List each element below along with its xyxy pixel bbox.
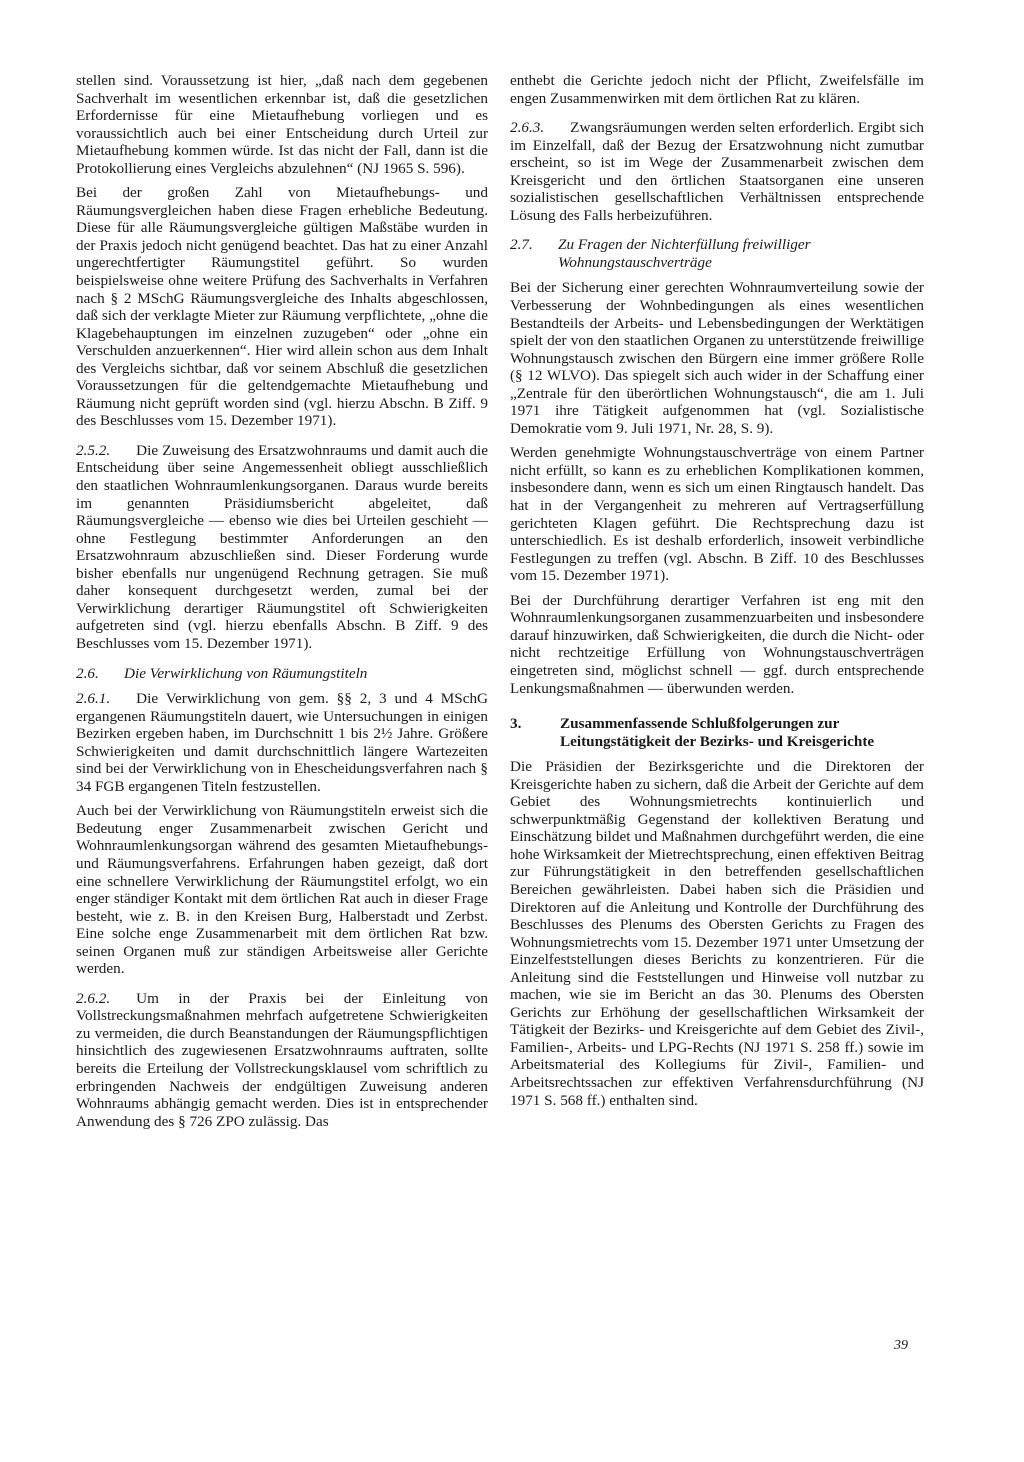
section-number: 3. — [510, 715, 522, 733]
paragraph-2-6-3 — [510, 119, 924, 224]
section-title: Zusammenfassende Schlußfolgerungen zur Leitungstätigkeit der Bezirks- und Kreisgerichte — [560, 715, 875, 750]
section-number: 2.6.3. — [510, 119, 545, 137]
paragraph: Bei der Durchführung derartiger Verfahren ist eng mit den Wohnraumlenkungsorganen zusammenzuarbeiten und insbesondere darauf hinzuwirken, daß Schwierigkeiten, die durch die Nicht- oder nicht rechtzeitige Erfüllung von Wohnungstauschverträgen eingetreten sind, möglichst schnell — ggf. durch entsprechende Lenkungsmaßnahmen — überwunden werden. — [510, 591, 924, 697]
paragraph-2-5-2 — [76, 442, 488, 653]
paragraph-text: Die Zuweisung des Ersatzwohnraums und damit auch die Entscheidung über seine Angemessenheit obliegt ausschließlich den staatlichen Wohnraumlenkungsorganen. Daraus wurde bereits im genannten Präsidiumsbericht abgeleitet, daß Räumungsvergleiche — ebenso wie dies bei Urteilen geschieht — ohne Festlegung bestimmter Anforderungen an den Ersatzwohnraum abzuschließen sind. Dieser Forderung wurde bisher ebenfalls nur ungenügend Rechnung getragen. Sie muß daher konsequent durchgesetzt werden, zumal bei der Verwirklichung derartiger Räumungstitel oft Schwierigkeiten aufgetreten sind (vgl. hierzu ebenfalls Abschn. B Ziff. 9 des Beschlusses vom 15. Dezember 1971). — [76, 441, 488, 652]
paragraph: Werden genehmigte Wohnungstauschverträge von einem Partner nicht erfüllt, so kann es zu erheblichen Komplikationen kommen, insbesondere dann, wenn es sich um einen Ringtausch handelt. Das hat in der Vergangenheit zu mehreren auf Vertragserfüllung gerichteten Klagen geführt. Die Rechtsprechung dazu ist unterschiedlich. Es ist deshalb erforderlich, insoweit verbindliche Festlegungen zu treffen (vgl. Abschn. B Ziff. 10 des Beschlusses vom 15. Dezember 1971). — [510, 444, 924, 585]
paragraph: Auch bei der Verwirklichung von Räumungstiteln erweist sich die Bedeutung enger Zusammenarbeit zwischen Gericht und Wohnraumlenkungsorgan während des gesamten Mietaufhebungs- und Räumungsverfahrens. Erfahrungen haben gezeigt, daß dort eine schnellere Verwirklichung der Räumungstitel erfolgt, wo ein enger ständiger Kontakt mit dem örtlichen Rat auch in dieser Frage besteht, wie z. B. in den Kreisen Burg, Halberstadt und Zerbst. Eine solche enge Zusammenarbeit mit dem örtlichen Rat bzw. seinen Organen muß zur ständigen Arbeitsweise aller Gerichte werden. — [76, 802, 488, 978]
section-number: 2.6.1. — [76, 690, 111, 708]
section-title: Zu Fragen der Nichterfüllung freiwilliger Wohnungstauschverträge — [558, 236, 811, 271]
right-column — [510, 72, 924, 1116]
paragraph-text: Die Verwirklichung von gem. §§ 2, 3 und 4 MSchG ergangenen Räumungstiteln dauert, wie Untersuchungen in einigen Bezirken ergeben haben, im Durchschnitt 1 bis 2½ Jahre. Größere Schwierigkeiten und damit durchschnittlich längere Wartezeiten sind bei der Verwirklichung von in Ehescheidungsverfahren nach § 34 FGB ergangenen Titeln festzustellen. — [76, 690, 488, 795]
paragraph: Bei der großen Zahl von Mietaufhebungs- und Räumungsvergleichen haben diese Fragen erhebliche Bedeutung. Diese für alle Räumungsvergleiche gültigen Maßstäbe wurden in der Praxis jedoch nicht genügend beachtet. Das hat zu einer Anzahl ungerechtfertigter Räumungstitel geführt. So wurden beispielsweise ohne weitere Prüfung des Sachverhalts in Verfahren nach § 2 MSchG Räumungsvergleiche des Inhalts abgeschlossen, daß sich der verklagte Mieter zur Räumung verpflichtete, „ohne die Klagebehauptungen im einzelnen zuzugeben“ oder „ohne ein Verschulden anzuerkennen“. Hier wird allein schon aus dem Inhalt des Vergleichs sichtbar, daß vor seinem Abschluß die gesetzlichen Voraussetzungen für die geltendgemachte Mietaufhebung und Räumung nicht geprüft worden sind (vgl. hierzu Abschn. B Ziff. 9 des Beschlusses vom 15. Dezember 1971). — [76, 184, 488, 430]
paragraph: Bei der Sicherung einer gerechten Wohnraumverteilung sowie der Verbesserung der Wohnbedingungen als eines wesentlichen Bestandteils der Arbeits- und Lebensbedingungen der Werktätigen spielt der von den staatlichen Organen zu unterstützende freiwillige Wohnungstausch zwischen den Bürgern eine immer größere Rolle (§ 12 WLVO). Das spiegelt sich auch wider in der Schaffung einer „Zentrale für den überörtlichen Wohnungstausch“, die am 1. Juli 1971 ihre Tätigkeit aufgenommen hat (vgl. Sozialistische Demokratie vom 9. Juli 1971, Nr. 28, S. 9). — [510, 279, 924, 437]
paragraph-2-6-2 — [76, 990, 488, 1130]
page-number: 39 — [894, 1338, 908, 1353]
paragraph-text: Um in der Praxis bei der Einleitung von Vollstreckungsmaßnahmen mehrfach aufgetretene Schwierigkeiten zu vermeiden, die durch Beanstandungen der Räumungspflichtigen hinsichtlich des zugewiesenen Ersatzwohnraums auftraten, sollte bereits die Erteilung der Vollstreckungsklausel vom schriftlich zu erbringenden Nachweis der endgültigen Zuweisung anderen Wohnraums abhängig gemacht werden. Dies ist in entsprechender Anwendung des § 726 ZPO zulässig. Das — [76, 989, 488, 1130]
section-number: 2.6.2. — [76, 989, 111, 1007]
paragraph: Die Präsidien der Bezirksgerichte und die Direktoren der Kreisgerichte haben zu sichern, daß die Arbeit der Gerichte auf dem Gebiet des Wohnungsmietrechts kontinuierlich und schwerpunktmäßig Gegenstand der kollektiven Beratung und Einschätzung bildet und Maßnahmen durchgeführt werden, die eine hohe Wirksamkeit der Mietrechtsprechung, einen effektiven Beitrag zur Führungstätigkeit in den betreffenden gesellschaftlichen Bereichen gewährleisten. Dabei haben sich die Präsidien und Direktoren auf die Anleitung und Kontrolle der Durchführung des Beschlusses des Plenums des Obersten Gerichts zu Fragen des Wohnungsmietrechts vom 15. Dezember 1971 unter Umsetzung der Einzelfeststellungen dieses Berichts zu konzentrieren. Für die Anleitung sind die Feststellungen und Hinweise voll nutzbar zu machen, wie sie im Bericht an das 30. Plenums des Obersten Gerichts zur Erhöhung der gesellschaftlichen Wirksamkeit der Tätigkeit der Bezirks- und Kreisgerichte auf dem Gebiet des Zivil-, Familien-, Arbeits- und LPG-Rechts (NJ 1971 S. 258 ff.) sowie im Arbeitsmaterial des Kollegiums für Zivil-, Familien- und Arbeitsrechtssachen zur effektiven Verfahrensdurchführung (NJ 1971 S. 568 ff.) enthalten sind. — [510, 758, 924, 1109]
section-title: Die Verwirklichung von Räumungstiteln — [124, 664, 368, 682]
section-number: 2.5.2. — [76, 441, 111, 459]
left-column — [76, 72, 488, 1137]
paragraph: enthebt die Gerichte jedoch nicht der Pflicht, Zweifelsfälle im engen Zusammenwirken mit dem örtlichen Rat zu klären. — [510, 72, 924, 107]
section-number: 2.7. — [510, 236, 533, 254]
section-heading-3 — [510, 715, 924, 750]
paragraph: stellen sind. Voraussetzung ist hier, „daß nach dem gegebenen Sachverhalt im wesentlichen erkennbar ist, daß die gesetzlichen Erfordernisse für eine Mietaufhebung vorliegen und es voraussichtlich auch bei einer Entscheidung durch Urteil zur Mietaufhebung kommen würde. Ist das nicht der Fall, dann ist die Protokollierung eines Vergleichs abzulehnen“ (NJ 1965 S. 596). — [76, 72, 488, 177]
section-number: 2.6. — [76, 664, 99, 682]
section-heading-2-7 — [510, 236, 924, 271]
paragraph-text: Zwangsräumungen werden selten erforderlich. Ergibt sich im Einzelfall, daß der Bezug der Ersatzwohnung nicht zumutbar erscheint, so ist im Wege der Zusammenarbeit zwischen dem Kreisgericht und den örtlichen Staatsorganen eine unseren sozialistischen gesellschaftlichen Verhältnissen entsprechende Lösung des Falls herbeizuführen. — [510, 119, 924, 224]
paragraph-2-6-1 — [76, 690, 488, 795]
section-heading-2-6 — [76, 665, 488, 683]
